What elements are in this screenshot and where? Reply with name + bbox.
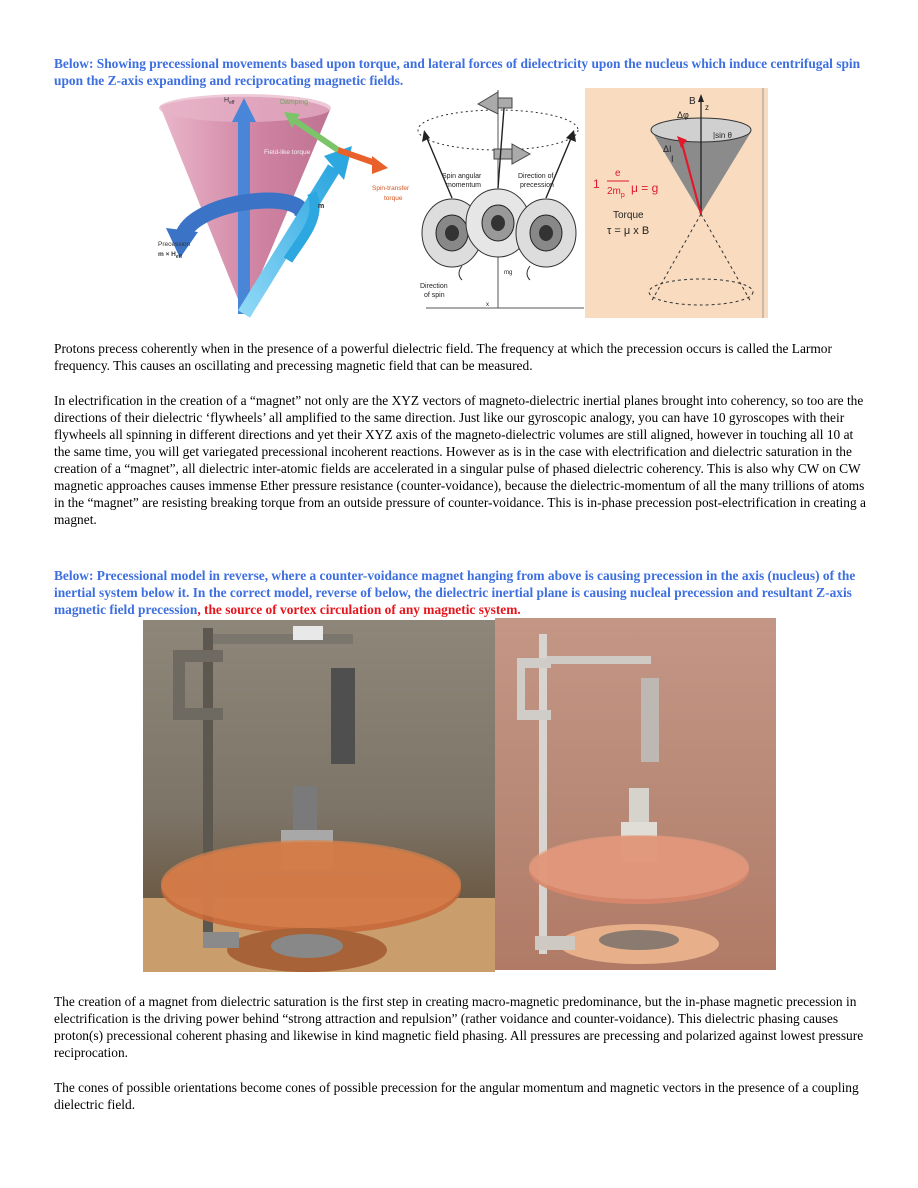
paragraph-cones: The cones of possible orientations become cones of possible precession for the angular momentum and magnetic vectors in the presence of a coupling dielectric field. [54, 1080, 859, 1112]
precession-label-2: $m \times H_{eff}$ [158, 251, 183, 260]
caption-reverse-blue: Below: Precessional model in reverse, where a counter-voidance magnet hanging from above is causing precession in the axis (nucleus) of the inertial system below it. In the correct model, reverse of below, the dielectric inertial plane is causing nucleal precession and resultant Z-axis magnetic field precession [54, 568, 856, 617]
photo-left-apparatus [143, 620, 495, 972]
figure-precession-cone [152, 88, 414, 318]
gyroscope-diagram [412, 88, 584, 318]
precession-apparatus-photo-2 [495, 618, 776, 970]
spin-transfer-label-1: Spin-transfer [372, 185, 410, 192]
direction-spin-label-1: Direction [420, 283, 448, 290]
paragraph-electrification: In electrification in the creation of a “magnet” not only are the XYZ vectors of magneto-dielectric inertial planes brought into coherency, so too are the directions of their dielectric ‘flywheels’ all amplified to the same direction. Just like our gyroscopic analogy, you can have 10 gyroscopes with their flywheels all spinning in different directions and yet their XYZ axis of the magneto-dielectric volumes are still aligned, however in touching all 10 at the same time, you will get variegated precessional incoherent reactions. However as is in the case with electrification and dielectric saturation in the creation of a “magnet”, all dielectric inter-atomic fields are accelerated in a singular pulse of phased dielectric coherency. This is also why CW on CW magnetic approaches causes immense Ether pressure resistance (counter-voidance), because the dielectric-momentum of all the many trillions of atoms in the “magnet” are resisting breaking torque from an outside pressure of counter-voidance. This is in-phase precession post-electrification in creating a magnet. [54, 393, 866, 527]
z-label: z [705, 103, 709, 112]
tau-formula: τ = μ x B [607, 225, 650, 237]
fraction-denominator: $2m_p$ [607, 186, 625, 199]
precession-cone-diagram [152, 88, 414, 318]
h-eff-label: $H_{eff}$ [224, 97, 235, 106]
sin-theta-label: |sin θ [713, 131, 732, 140]
caption-top: Below: Showing precessional movements based upon torque, and lateral forces of dielectricity upon the nucleus which induce centrifugal spin upon the Z-axis expanding and reciprocating magnetic fields. [54, 56, 861, 88]
caption-reverse-red: , the source of vortex circulation of any magnetic system. [197, 602, 521, 617]
precession-apparatus-photo-1 [143, 620, 495, 972]
caption-reverse-model [54, 567, 866, 618]
b-label: B [689, 96, 696, 107]
x-label: x [486, 302, 489, 308]
torque-cone-diagram [585, 88, 768, 318]
mu-formula: μ = g [631, 181, 659, 195]
figure-gyroscope [412, 88, 584, 318]
torque-label: Torque [613, 210, 644, 221]
paragraph-macro-magnetic: The creation of a magnet from dielectric saturation is the first step in creating macro-magnetic predominance, but the in-phase magnetic precession in electrification is the driving power behind “strong attraction and repulsion” (rather voidance and counter-voidance). This dielectric phasing causes proton(s) precessional coherent phasing and likewise in kind magnetic field phasing. All pressures are precessing and polarized against lowest pressure reciprocation. [54, 994, 864, 1060]
field-like-label: Field-like torque [264, 149, 311, 156]
m-label: m [318, 203, 325, 210]
spin-angular-label-2: momentum [446, 182, 482, 189]
figure-torque-cone [585, 88, 768, 318]
photo-right-apparatus [495, 618, 776, 970]
fraction-numerator: e [615, 168, 621, 179]
direction-spin-label-2: of spin [424, 292, 445, 299]
l-label: Ι [671, 154, 674, 164]
direction-precession-label-1: Direction of [518, 173, 554, 180]
spin-angular-label-1: Spin angular [442, 173, 482, 180]
delta-l-label: ΔΙ [663, 144, 672, 154]
mg-label: mg [504, 270, 513, 276]
one-label: 1 [593, 177, 600, 191]
direction-precession-label-2: precession [520, 182, 554, 189]
damping-label: Damping [280, 99, 309, 106]
spin-transfer-label-2: torque [384, 195, 403, 202]
delta-phi-label: Δφ [677, 110, 689, 120]
precession-label-1: Precession [158, 241, 191, 248]
paragraph-larmor: Protons precess coherently when in the presence of a powerful dielectric field. The frequency at which the precession occurs is called the Larmor frequency. This causes an oscillating and precessing magnetic field that can be measured. [54, 341, 832, 373]
